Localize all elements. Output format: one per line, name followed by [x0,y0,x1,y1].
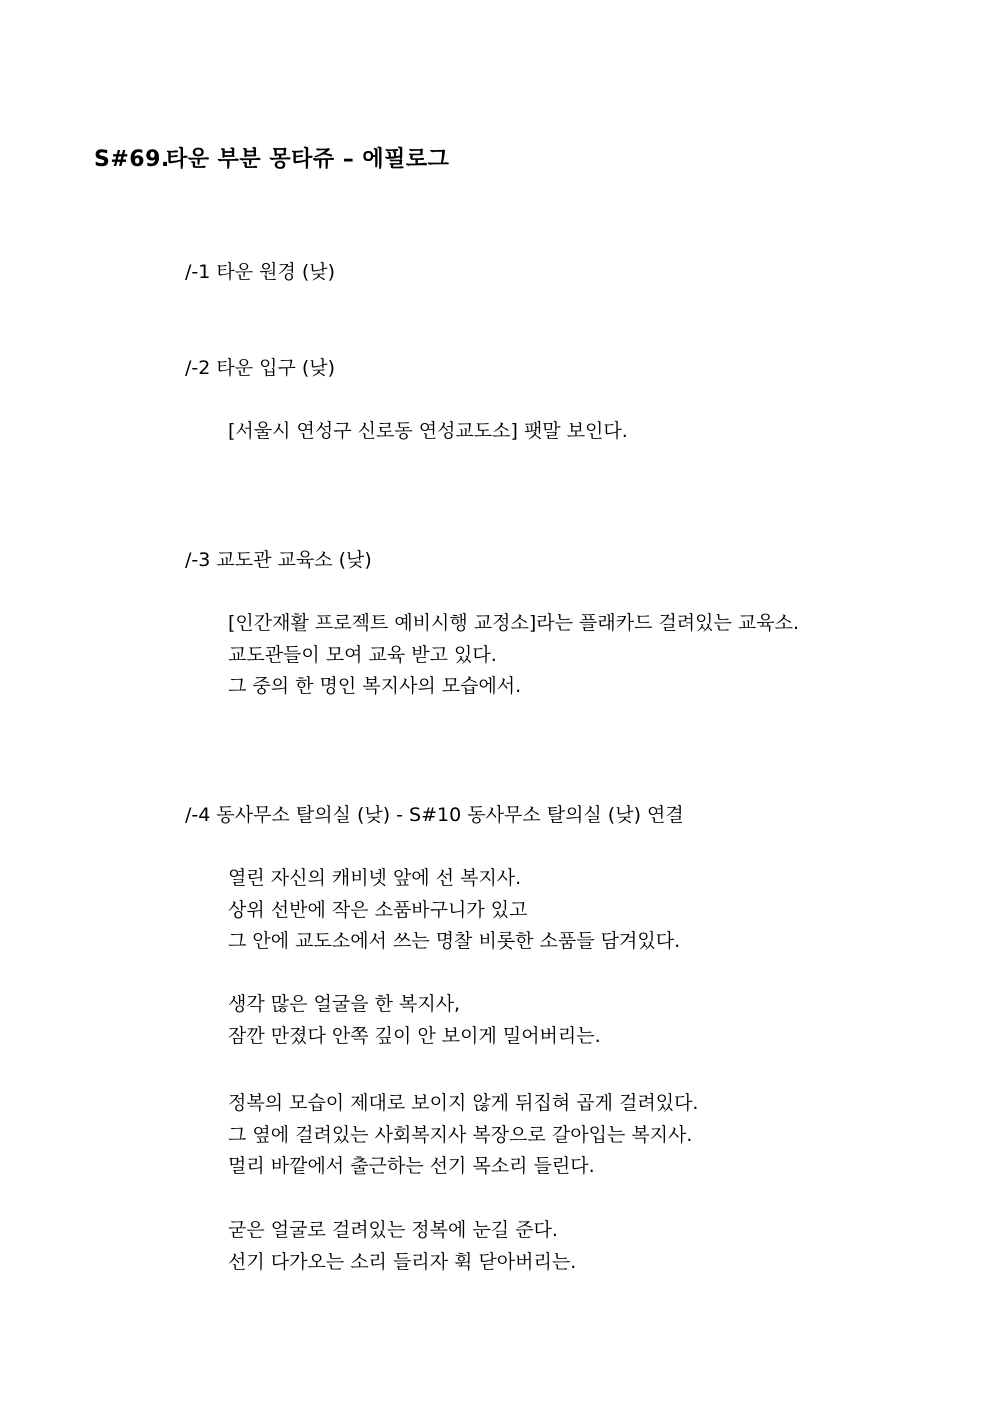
description-line: 정복의 모습이 제대로 보이지 않게 뒤집혀 곱게 걸려있다. [228,1092,699,1114]
description-line: 굳은 얼굴로 걸려있는 정복에 눈길 준다. [228,1219,558,1241]
description-line: 그 옆에 걸려있는 사회복지사 복장으로 갈아입는 복지사. [228,1123,693,1146]
shot-description-4-block-3 [228,1088,698,1183]
description-line: 멀리 바깥에서 출근하는 선기 목소리 들린다. [228,1155,595,1177]
description-line: [서울시 연성구 신로동 연성교도소] 팻말 보인다. [228,420,628,442]
scene-title: 타운 부분 몽타쥬 – 에필로그 [166,147,450,172]
shot-heading-4: /-4 동사무소 탈의실 (낮) - S#10 동사무소 탈의실 (낮) 연결 [185,804,684,826]
scene-number: S#69. [94,147,170,172]
shot-heading-3: /-3 교도관 교육소 (낮) [185,549,372,571]
shot-heading-1: /-1 타운 원경 (낮) [185,261,336,283]
description-line: [인간재활 프로젝트 예비시행 교정소]라는 플래카드 걸려있는 교육소. [228,612,800,634]
shot-description-2 [228,416,628,448]
description-line: 교도관들이 모여 교육 받고 있다. [228,643,497,666]
description-line: 그 중의 한 명인 복지사의 모습에서. [228,675,522,697]
description-line: 잠깐 만졌다 안쪽 깊이 안 보이게 밀어버리는. [228,1024,601,1047]
description-line: 상위 선반에 작은 소품바구니가 있고 [228,898,528,921]
shot-heading-2: /-2 타운 입구 (낮) [185,357,336,379]
description-line: 선기 다가오는 소리 들리자 휙 닫아버리는. [228,1250,577,1273]
description-line: 열린 자신의 캐비넷 앞에 선 복지사. [228,867,522,889]
shot-description-4-block-2 [228,989,601,1052]
description-line: 생각 많은 얼굴을 한 복지사, [228,993,461,1015]
shot-description-4-block-1 [228,863,680,958]
description-line: 그 안에 교도소에서 쓰는 명찰 비롯한 소품들 담겨있다. [228,930,681,952]
scene-heading [94,142,449,173]
shot-description-3 [228,608,799,703]
shot-description-4-block-4 [228,1215,576,1278]
